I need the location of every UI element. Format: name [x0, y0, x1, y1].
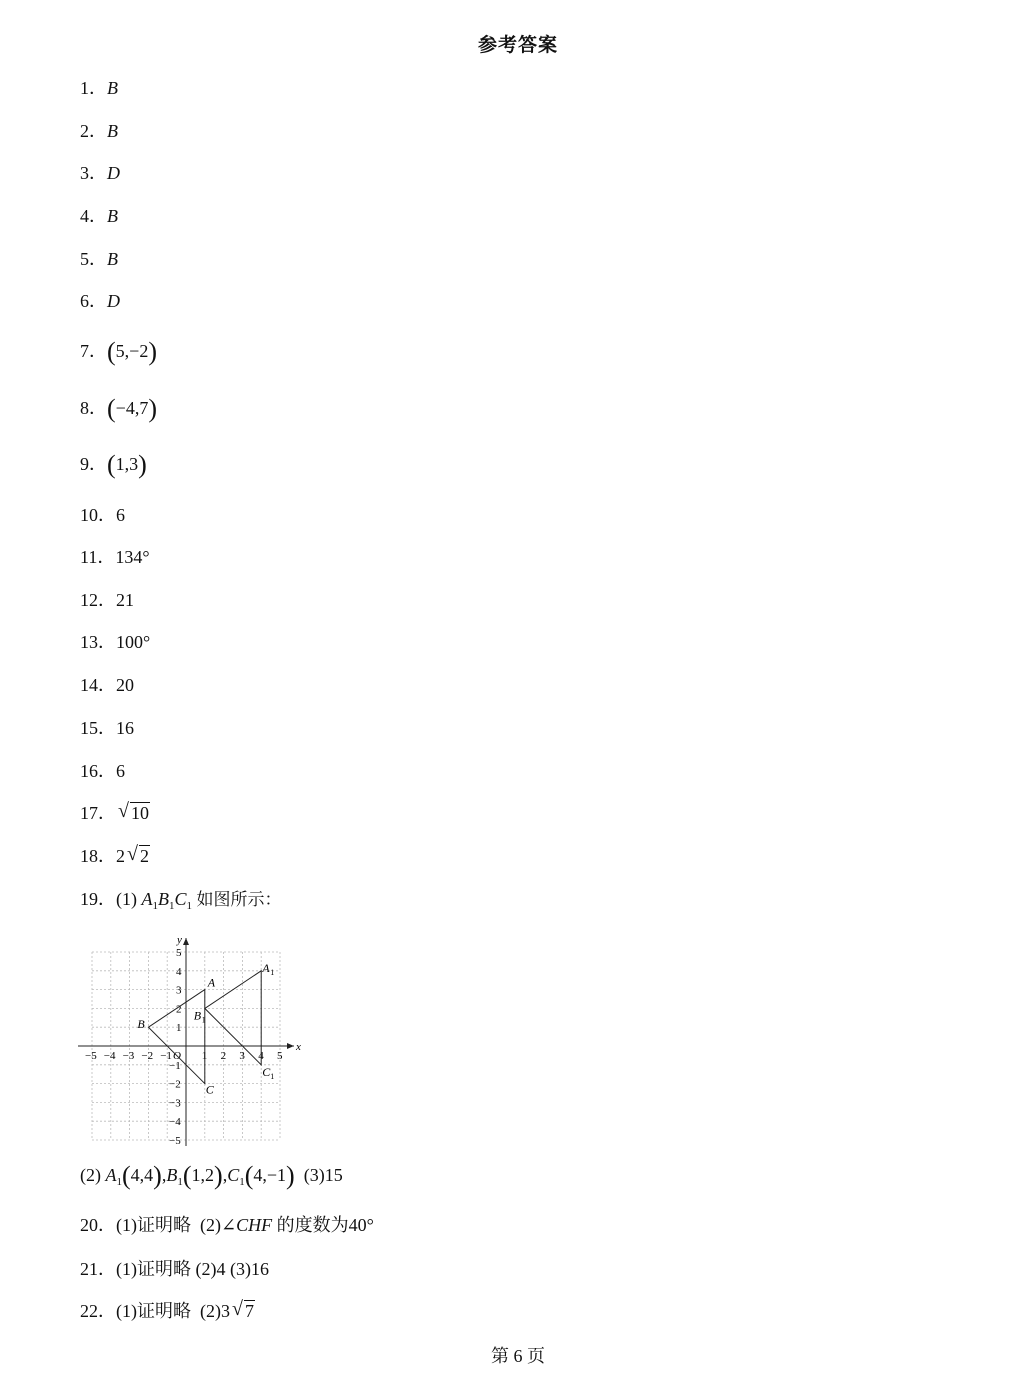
x-tick-label: −1 — [160, 1050, 172, 1062]
sqrt-symbol: √ 2 — [127, 843, 149, 866]
page-title: 参考答案 — [477, 34, 558, 56]
label-c: C — [205, 1082, 214, 1097]
answer-15: 15．16 — [80, 718, 134, 738]
answer-6: 6．D — [80, 291, 120, 311]
x-axis-arrow — [287, 1043, 294, 1049]
answer-16: 16．6 — [80, 761, 125, 781]
x-axis-label: x — [296, 1041, 301, 1053]
answer-11: 11．134° — [80, 547, 150, 567]
y-tick-label: −2 — [169, 1078, 181, 1091]
answer-5: 5．B — [80, 249, 118, 269]
sqrt-symbol: √ 7 — [232, 1298, 254, 1321]
answer-21: 21．(1)证明略 (2)4 (3)16 — [80, 1259, 269, 1279]
x-tick-label: −2 — [141, 1050, 154, 1062]
page-footer: 第 6 页 — [491, 1346, 545, 1366]
x-tick-label: −3 — [122, 1050, 135, 1062]
x-tick-label: 4 — [258, 1050, 264, 1062]
answer-7: 7．(5,−2) — [80, 337, 157, 366]
y-tick-label: −5 — [169, 1135, 181, 1147]
sqrt-symbol: √ 10 — [118, 800, 149, 823]
answer-9: 9．(1,3) — [80, 450, 147, 479]
y-tick-label: 2 — [176, 1003, 182, 1016]
y-tick-label: 4 — [176, 965, 182, 978]
answer-19-part2: (2) $A_1(4,4),B_1(1,2),C_1(4,-1)$ (3)15 — [80, 1161, 343, 1190]
y-tick-label: 5 — [176, 947, 182, 959]
x-tick-label: O — [173, 1050, 181, 1062]
y-tick-label: 3 — [176, 984, 182, 997]
coordinate-graph — [76, 926, 302, 1147]
y-axis-label: y — [177, 934, 182, 946]
x-tick-label: −5 — [85, 1050, 97, 1062]
answer-22: 22．(1)证明略 (2)3 √ 7 — [80, 1298, 254, 1321]
answer-3: 3．D — [80, 163, 120, 183]
y-tick-label: −1 — [169, 1059, 181, 1072]
label-b1-sub: 1 — [201, 1015, 206, 1025]
answer-12: 12．21 — [80, 590, 134, 610]
label-c1-sub: 1 — [270, 1071, 275, 1081]
label-a: A — [207, 975, 216, 990]
label-a1: A — [262, 960, 270, 975]
answer-13: 13．100° — [80, 632, 151, 652]
y-tick-label: −4 — [169, 1116, 181, 1129]
y-tick-label: 1 — [176, 1022, 182, 1035]
answer-17: 17． √ 10 — [80, 800, 149, 823]
label-a1-sub: 1 — [270, 967, 275, 977]
answer-20: 20．(1)证明略 (2)∠CHF 的度数为40° — [80, 1215, 374, 1235]
label-b1: B — [193, 1008, 202, 1023]
x-tick-label: 3 — [239, 1050, 245, 1062]
answer-4: 4．B — [80, 206, 118, 226]
y-tick-label: −3 — [169, 1097, 181, 1110]
answer-1: 1．B — [80, 78, 118, 98]
answer-8: 8．(−4,7) — [80, 394, 157, 423]
x-tick-label: −4 — [103, 1050, 116, 1062]
x-tick-label: 1 — [201, 1050, 208, 1062]
answer-14: 14．20 — [80, 675, 134, 695]
label-c1: C — [262, 1064, 271, 1079]
answer-10: 10．6 — [80, 505, 125, 525]
x-tick-label: 2 — [220, 1050, 227, 1062]
x-tick-label: 5 — [277, 1050, 283, 1062]
label-b: B — [137, 1017, 145, 1032]
answer-2: 2．B — [80, 121, 118, 141]
answer-18: 18．2 √ 2 — [80, 843, 149, 866]
y-axis-arrow — [183, 938, 189, 945]
answer-19-part1: 19．(1) $A_1B_1C_1$ 如图所示： — [80, 889, 282, 912]
